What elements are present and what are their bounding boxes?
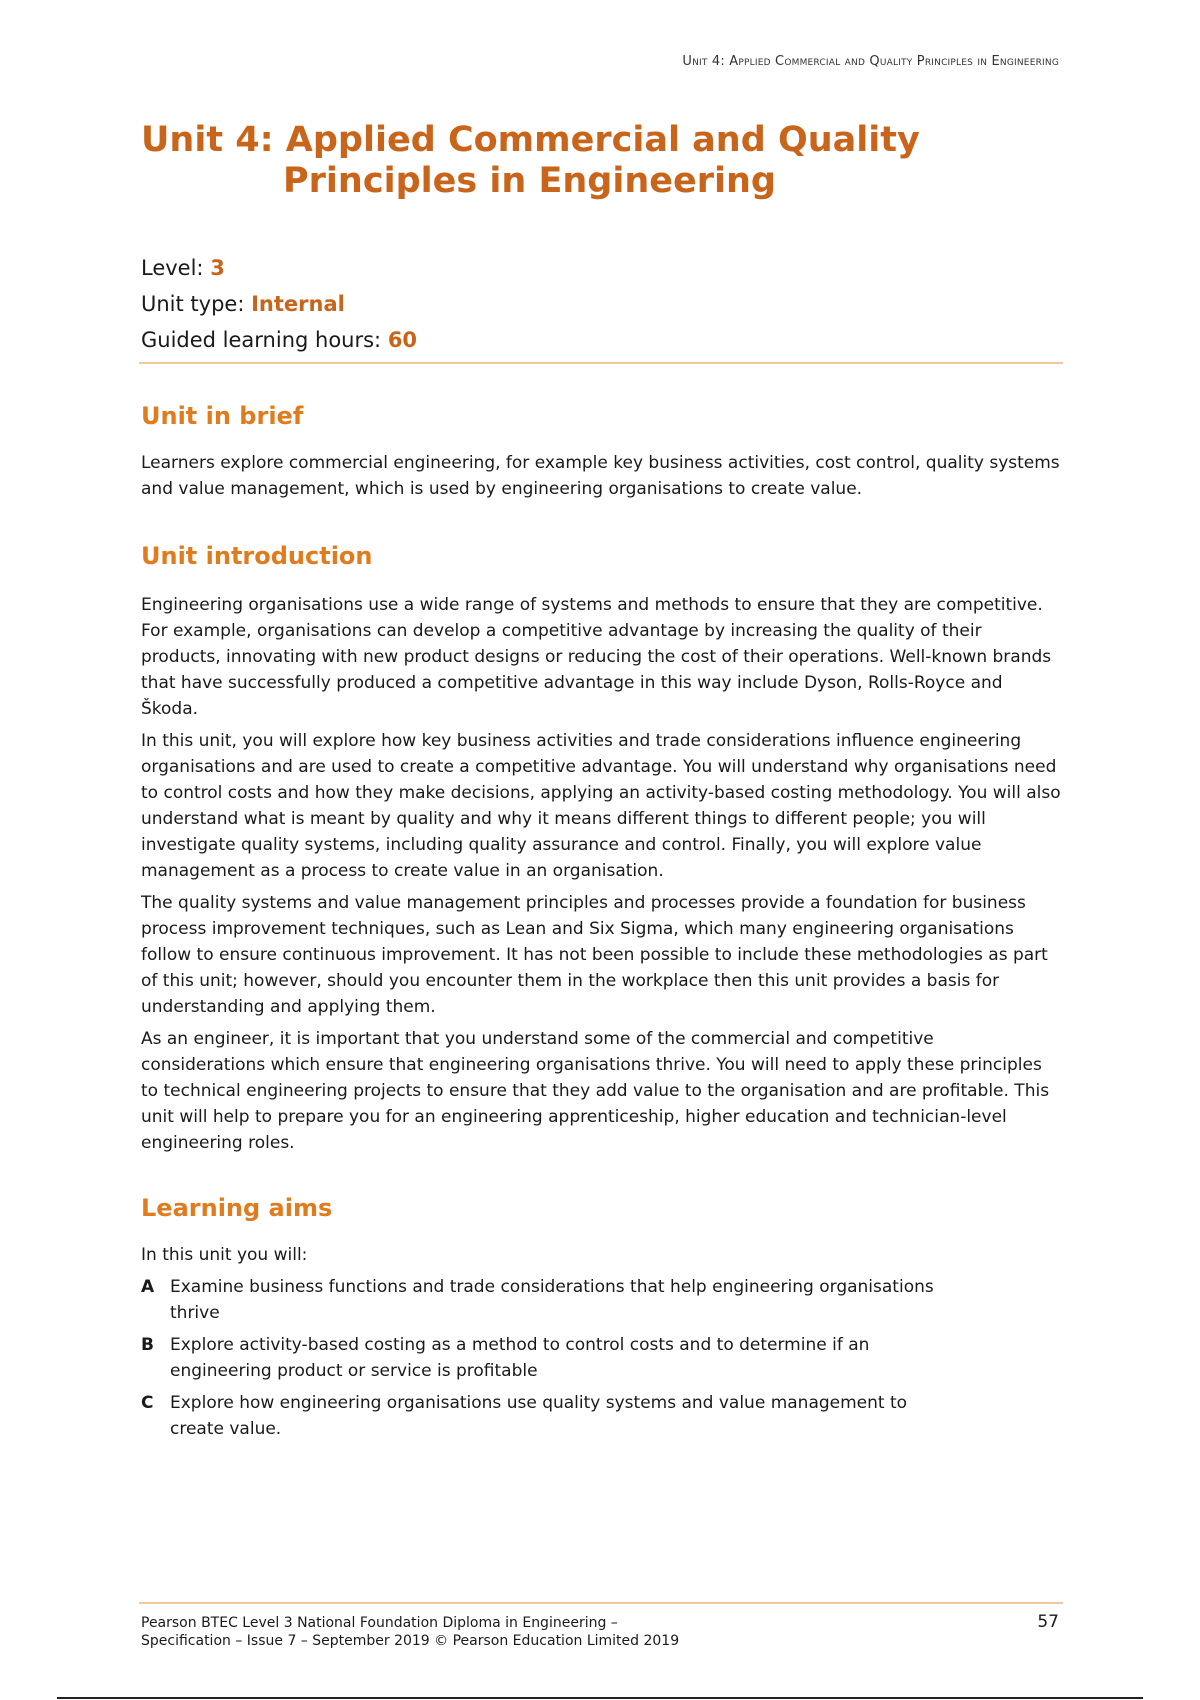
intro-paragraph: Engineering organisations use a wide range of systems and methods to ensure that they are competitive. For example, organisations can develop a competitive advantage by increasing the quality of their products, innovating with new product designs or reducing the cost of their operations. Well-known brands that have successfully produced a competitive advantage in this way include Dyson, Rolls-Royce and Škoda. (141, 595, 1052, 719)
aim-letter: B (141, 1335, 154, 1355)
meta-glh (141, 322, 1061, 358)
glh-value: 60 (387, 328, 418, 352)
unit-title-line1: Unit 4: Applied Commercial and Quality (141, 120, 920, 160)
aim-letter: C (141, 1393, 154, 1413)
unit-introduction-heading: Unit introduction (141, 542, 373, 570)
unit-title (141, 120, 1061, 202)
main-content (141, 120, 1061, 1448)
unit-title-line2: Principles in Engineering (283, 161, 776, 201)
aim-text: Examine business functions and trade considerations that help engineering organisations thrive (170, 1277, 934, 1323)
meta-unit-type (141, 286, 1061, 322)
glh-label: Guided learning hours: (141, 328, 388, 352)
level-value: 3 (210, 256, 225, 280)
unit-type-label: Unit type: (141, 292, 252, 316)
unit-meta (141, 250, 1061, 358)
page-bottom-edge (57, 1697, 1143, 1699)
learning-aim-item (141, 1390, 941, 1442)
aim-text: Explore how engineering organisations use quality systems and value management to create value. (170, 1393, 908, 1439)
footer-line2: Specification – Issue 7 – September 2019 © Pearson Education Limited 2019 (141, 1633, 680, 1649)
unit-in-brief-section (141, 402, 1061, 502)
learning-aims-heading: Learning aims (141, 1194, 333, 1222)
footer-line1: Pearson BTEC Level 3 National Foundation Diploma in Engineering – (141, 1615, 618, 1631)
aim-text: Explore activity-based costing as a method to control costs and to determine if an engineering product or service is profitable (170, 1335, 870, 1381)
aim-letter: A (141, 1277, 155, 1297)
learning-aims-lead: In this unit you will: (141, 1245, 308, 1265)
unit-introduction-section (141, 542, 1061, 1156)
learning-aim-item (141, 1274, 941, 1326)
running-header: Unit 4: Applied Commercial and Quality Principles in Engineering (682, 54, 1059, 69)
meta-level (141, 250, 1061, 286)
footer-text (141, 1614, 679, 1650)
learning-aim-item (141, 1332, 941, 1384)
learning-aims-list (141, 1274, 941, 1442)
level-label: Level: (141, 256, 211, 280)
learning-aims-section (141, 1194, 1061, 1442)
unit-type-value: Internal (251, 292, 345, 316)
intro-paragraph: The quality systems and value management principles and processes provide a foundation for business process improvement techniques, such as Lean and Six Sigma, which many engineering organisations follow to ensure continuous improvement. It has not been possible to include these methodologies as part of this unit; however, should you encounter them in the workplace then this unit provides a basis for understanding and applying them. (141, 893, 1048, 1017)
footer-divider (139, 1602, 1063, 1604)
intro-paragraph: In this unit, you will explore how key business activities and trade considerations influence engineering organisations and are used to create a competitive advantage. You will understand why organisations need to control costs and how they make decisions, applying an activity-based costing methodology. You will also understand what is meant by quality and why it means different things to different people; you will investigate quality systems, including quality assurance and control. Finally, you will explore value management as a process to create value in an organisation. (141, 731, 1061, 881)
intro-paragraph: As an engineer, it is important that you understand some of the commercial and competitive considerations which ensure that engineering organisations thrive. You will need to apply these principles to technical engineering projects to ensure that they add value to the organisation and are profitable. This unit will help to prepare you for an engineering apprenticeship, higher education and technician-level engineering roles. (141, 1029, 1050, 1153)
meta-divider (139, 362, 1063, 364)
unit-in-brief-heading: Unit in brief (141, 402, 304, 430)
page-number: 57 (1037, 1612, 1059, 1632)
unit-in-brief-text: Learners explore commercial engineering, for example key business activities, cost control, quality systems and value management, which is used by engineering organisations to create value. (141, 453, 1060, 499)
